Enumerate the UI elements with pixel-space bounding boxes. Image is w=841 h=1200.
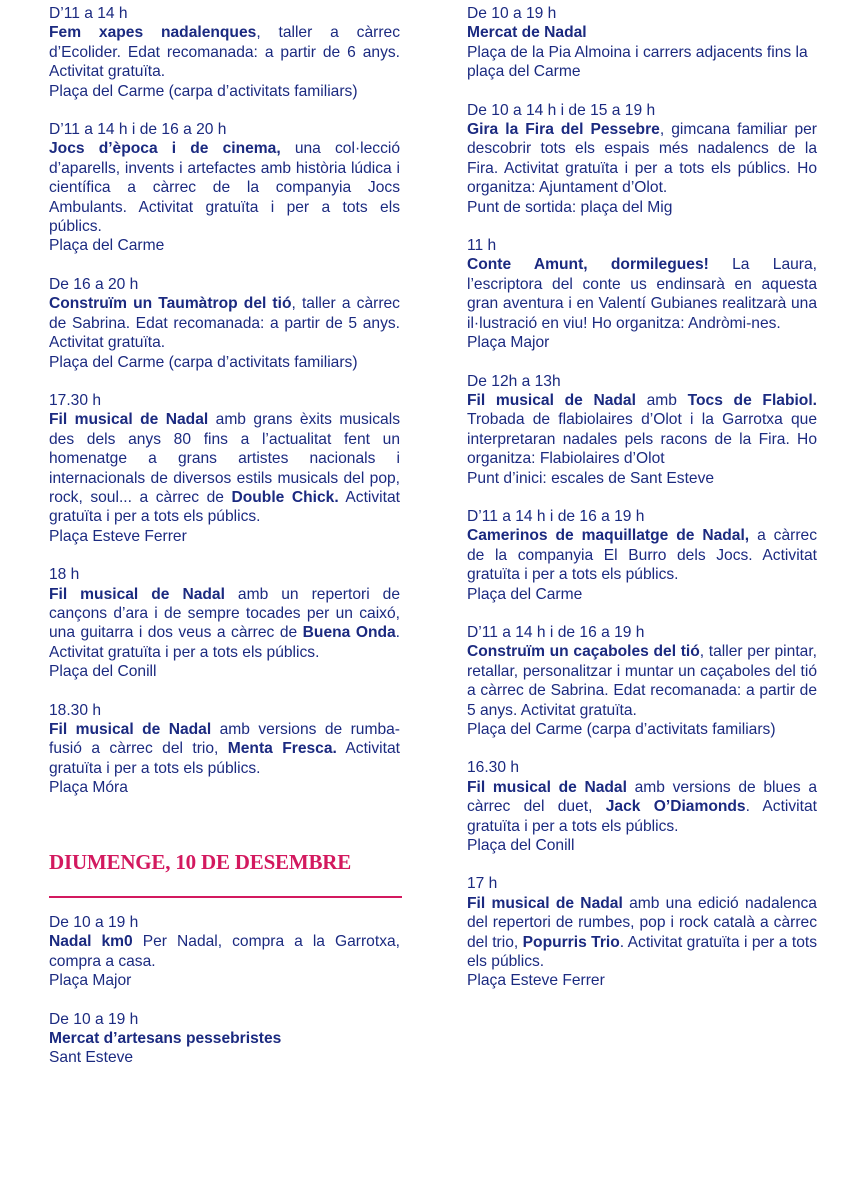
event-time: De 10 a 19 h xyxy=(467,5,557,22)
event-place: Plaça Major xyxy=(49,972,132,990)
event-time: 17 h xyxy=(467,875,498,893)
event-text: amb versions de rumba-fusió a càrrec del trio, xyxy=(49,721,400,758)
event-entry xyxy=(467,236,817,352)
event-time: D’11 a 14 h i de 16 a 19 h xyxy=(467,623,645,641)
event-description xyxy=(49,410,400,526)
event-place: Punt d’inici: escales de Sant Esteve xyxy=(467,469,715,487)
event-time: De 12h a 13h xyxy=(467,372,561,390)
event-title: Fil musical de Nadal xyxy=(467,391,636,409)
event-title: Fil musical de Nadal xyxy=(467,894,623,912)
event-title: Construïm un caçaboles del tió xyxy=(467,643,700,661)
event-text: a càrrec de la companyia El Burro dels Jocs. Activitat gratuïta i per a tots els públics. xyxy=(467,527,817,584)
event-title: Fem xapes nadalenques xyxy=(49,24,257,42)
event-entry xyxy=(467,874,817,990)
event-entry xyxy=(49,913,400,991)
event-time: De 10 a 19 h xyxy=(49,914,139,931)
event-description xyxy=(49,1029,400,1048)
performer-name: Tocs de Flabiol. xyxy=(687,391,817,409)
event-title: Gira la Fira del Pessebre xyxy=(467,121,660,139)
event-description xyxy=(49,139,400,236)
event-text: , gimcana familiar per descobrir tots els espais més nadalencs de la Fira. Activitat gratuïta i per a tots els públics. Ho organitza: Ajuntament d’Olot. xyxy=(467,121,817,197)
event-description xyxy=(49,585,400,663)
event-place: Plaça Major xyxy=(467,334,550,352)
event-place: Plaça del Carme xyxy=(49,237,165,255)
event-text: una col·lecció d’aparells, invents i artefactes amb història lúdica i científica a càrrec de la companyia Jocs Ambulants. Activitat gratuïta i per a tots els públics. xyxy=(49,140,400,236)
event-text-continued: Trobada de flabiolaires d’Olot i la Garrotxa que interpretaran nadales pels racons de la Fira. Ho organitza: Flabiolaires d’Olot xyxy=(467,411,817,468)
event-place: Plaça del Carme (carpa d’activitats familiars) xyxy=(467,721,776,738)
event-entry xyxy=(467,623,817,739)
event-title: Fil musical de Nadal xyxy=(49,411,209,429)
event-text-continued: . Activitat gratuïta i per a tots els públics. xyxy=(49,624,401,661)
day-events xyxy=(49,913,400,1087)
event-time: De 10 a 14 h i de 15 a 19 h xyxy=(467,101,656,119)
event-place: Plaça del Carme xyxy=(467,585,583,603)
event-description xyxy=(467,23,817,42)
event-text-continued: Activitat gratuïta i per a tots els públics. xyxy=(49,488,400,526)
event-entry xyxy=(49,391,400,546)
day-heading: DIUMENGE, 10 DE DESEMBRE xyxy=(49,850,352,874)
event-text: Per Nadal, compra a la Garrotxa, compra a casa. xyxy=(49,933,400,970)
event-entry xyxy=(49,565,400,681)
event-text-continued: . Activitat gratuïta i per a tots els públics. xyxy=(467,798,817,835)
event-entry xyxy=(49,701,400,798)
event-time: 18.30 h xyxy=(49,701,102,719)
event-description xyxy=(467,255,817,333)
event-place: Punt de sortida: plaça del Mig xyxy=(467,198,673,216)
event-description xyxy=(467,894,817,972)
performer-name: Jack O’Diamonds xyxy=(605,798,746,816)
event-description xyxy=(49,720,400,778)
event-place: Plaça del Conill xyxy=(467,837,575,855)
event-time: 18 h xyxy=(49,566,80,584)
event-place: Plaça Esteve Ferrer xyxy=(49,527,187,545)
event-entry xyxy=(49,1010,400,1068)
event-entry xyxy=(467,758,817,855)
event-description xyxy=(467,526,817,584)
event-text: amb versions de blues a càrrec del duet, xyxy=(467,778,817,816)
event-title: Nadal km0 xyxy=(49,933,133,951)
event-text: amb xyxy=(635,391,688,409)
event-place: Plaça de la Pia Almoina i carrers adjacents fins la plaça del Carme xyxy=(467,43,808,81)
event-text: amb grans èxits musicals des dels anys 80 fins a l’actualitat fent un homenatge a grans artistes nacionals i internacionals de diversos estils musicals del pop, rock, soul... a càrrec de xyxy=(49,411,400,506)
event-description xyxy=(467,391,817,469)
event-text: , taller a càrrec de Sabrina. Edat recomanada: a partir de 5 anys. Activitat gratuïta. xyxy=(49,295,400,352)
event-text: amb un repertori de cançons d’ara i de sempre tocades per un caixó, una guitarra i dos veus a càrrec de xyxy=(49,585,400,642)
left-column xyxy=(49,4,400,817)
event-title: Jocs d’època i de cinema, xyxy=(49,140,281,158)
event-time: 17.30 h xyxy=(49,391,102,409)
event-place: Plaça del Carme (carpa d’activitats familiars) xyxy=(49,82,358,100)
event-entry xyxy=(49,275,400,372)
event-title: Mercat d’artesans pessebristes xyxy=(49,1030,282,1048)
event-text-continued: . Activitat gratuïta i per a tots els públics. xyxy=(467,933,817,971)
event-description xyxy=(49,932,400,971)
event-description xyxy=(467,120,817,198)
event-time: 16.30 h xyxy=(467,759,520,777)
event-description xyxy=(49,294,400,352)
event-entry xyxy=(49,120,400,256)
performer-name: Double Chick. xyxy=(231,488,339,506)
event-time: De 10 a 19 h xyxy=(49,1010,139,1028)
event-time: D’11 a 14 h i de 16 a 19 h xyxy=(467,507,645,525)
event-title: Fil musical de Nadal xyxy=(49,585,225,603)
event-place: Plaça Esteve Ferrer xyxy=(467,972,605,990)
event-place: Plaça del Carme (carpa d’activitats familiars) xyxy=(49,353,358,371)
performer-name: Buena Onda xyxy=(302,624,396,642)
performer-name: Popurris Trio xyxy=(522,933,620,951)
event-text: , taller a càrrec d’Ecolider. Edat recomanada: a partir de 6 anys. Activitat gratuïta. xyxy=(49,24,400,81)
event-text-continued: Activitat gratuïta i per a tots els públics. xyxy=(49,740,400,777)
right-column xyxy=(467,4,817,1010)
event-description xyxy=(467,778,817,836)
event-place: Plaça Móra xyxy=(49,779,128,797)
event-title: Fil musical de Nadal xyxy=(467,778,627,796)
event-time: 11 h xyxy=(467,237,497,255)
event-place: Sant Esteve xyxy=(49,1049,134,1067)
event-entry xyxy=(467,4,817,82)
event-text: La Laura, l’escriptora del conte us endinsarà en aquesta gran aventura i en Valentí Gubianes realitzarà una il·lustració en viu! Ho organitza: Andròmi-nes. xyxy=(467,256,817,332)
event-entry xyxy=(467,507,817,604)
event-title: Conte Amunt, dormilegues! xyxy=(467,256,709,274)
event-time: De 16 a 20 h xyxy=(49,275,139,293)
event-title: Mercat de Nadal xyxy=(467,24,587,42)
event-text: , taller per pintar, retallar, personalitzar i muntar un caçaboles del tió a càrrec de Sabrina. Edat recomanada: a partir de 5 anys. Activitat gratuïta. xyxy=(467,643,817,719)
heading-divider xyxy=(49,896,402,898)
event-time: D’11 a 14 h i de 16 a 20 h xyxy=(49,121,227,139)
event-title: Fil musical de Nadal xyxy=(49,721,212,738)
event-entry xyxy=(49,4,400,101)
event-title: Camerinos de maquillatge de Nadal, xyxy=(467,527,750,545)
event-entry xyxy=(467,101,817,217)
event-time: D’11 a 14 h xyxy=(49,5,128,22)
event-description xyxy=(467,642,817,720)
event-place: Plaça del Conill xyxy=(49,663,157,681)
event-entry xyxy=(467,372,817,488)
event-text: amb una edició nadalenca del repertori de rumbes, pop i rock català a càrrec del trio, xyxy=(467,894,817,951)
event-title: Construïm un Taumàtrop del tió xyxy=(49,295,292,313)
event-description xyxy=(49,23,400,81)
performer-name: Menta Fresca. xyxy=(227,740,337,758)
